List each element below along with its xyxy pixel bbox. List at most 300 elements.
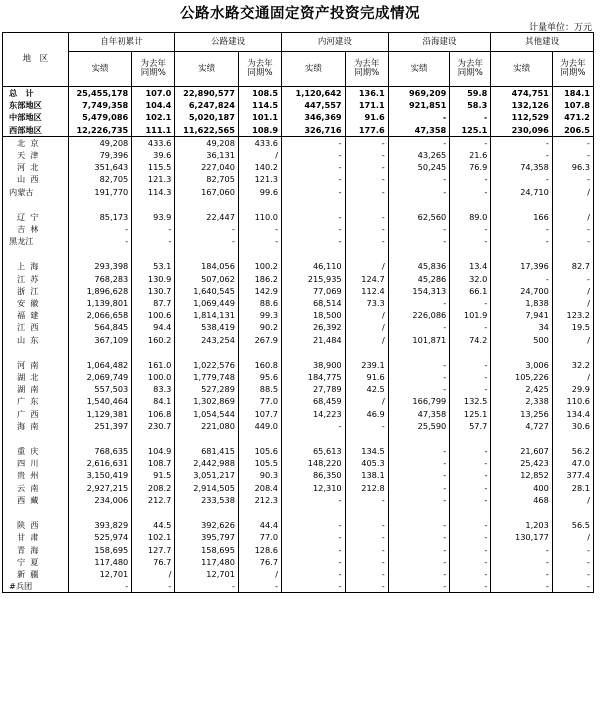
pct-cell: 88.5	[238, 383, 281, 395]
region-cell: 河南	[3, 359, 69, 371]
pct-cell: 105.6	[238, 445, 281, 457]
table-header	[3, 33, 594, 87]
actual-cell: 3,150,419	[68, 469, 132, 481]
pct-cell: /	[345, 334, 388, 346]
actual-cell: -	[388, 519, 450, 531]
actual-cell: 1,838	[491, 297, 553, 309]
actual-cell: 1,069,449	[175, 297, 239, 309]
pct-cell: -	[552, 235, 593, 247]
pct-cell	[132, 346, 175, 359]
actual-cell: 24,700	[491, 285, 553, 297]
pct-cell: -	[450, 544, 491, 556]
total-row	[3, 124, 594, 137]
pct-cell: 186.2	[238, 273, 281, 285]
pct-cell: 91.6	[345, 111, 388, 123]
pct-cell: -	[238, 235, 281, 247]
actual-cell: 3,006	[491, 359, 553, 371]
pct-cell	[132, 198, 175, 211]
pct-cell	[238, 346, 281, 359]
region-cell: 湖南	[3, 383, 69, 395]
actual-cell: 26,392	[282, 321, 346, 333]
pct-cell: 74.2	[450, 334, 491, 346]
actual-cell: 130,177	[491, 531, 553, 543]
pct-cell	[552, 506, 593, 519]
table-row	[3, 173, 594, 185]
subheader-pct	[552, 52, 593, 87]
pct-cell: 132.5	[450, 395, 491, 407]
region-cell: 浙江	[3, 285, 69, 297]
actual-cell: 25,423	[491, 457, 553, 469]
pct-cell: -	[345, 223, 388, 235]
pct-cell: -	[450, 457, 491, 469]
subheader-row	[3, 52, 594, 87]
table-row	[3, 285, 594, 297]
actual-cell: 77,069	[282, 285, 346, 297]
pct-cell: 82.7	[552, 260, 593, 272]
actual-cell: 346,369	[282, 111, 346, 123]
actual-cell: 1,129,381	[68, 408, 132, 420]
pct-cell: -	[345, 519, 388, 531]
actual-cell: -	[388, 556, 450, 568]
actual-cell: 1,540,464	[68, 395, 132, 407]
pct-cell: -	[345, 420, 388, 432]
pct-cell: 83.3	[132, 383, 175, 395]
actual-cell: -	[175, 235, 239, 247]
pct-cell: 130.9	[132, 273, 175, 285]
subheader-pct-line2: 同期%	[140, 68, 166, 78]
actual-cell: 18,500	[282, 309, 346, 321]
total-row	[3, 87, 594, 100]
pct-cell: -	[450, 186, 491, 198]
actual-cell: 14,223	[282, 408, 346, 420]
actual-cell: -	[388, 136, 450, 149]
actual-cell: 921,851	[388, 99, 450, 111]
actual-cell: -	[388, 531, 450, 543]
table-row	[3, 161, 594, 173]
actual-cell: 251,397	[68, 420, 132, 432]
pct-cell: 32.0	[450, 273, 491, 285]
pct-cell: -	[552, 544, 593, 556]
subheader-pct	[132, 52, 175, 87]
subheader-pct-line2: 同期%	[560, 68, 586, 78]
actual-cell: -	[491, 580, 553, 593]
actual-cell: 167,060	[175, 186, 239, 198]
actual-cell: 3,051,217	[175, 469, 239, 481]
subheader-pct	[345, 52, 388, 87]
pct-cell: 161.0	[132, 359, 175, 371]
pct-cell: 46.9	[345, 408, 388, 420]
pct-cell: /	[552, 211, 593, 223]
pct-cell: /	[238, 149, 281, 161]
pct-cell: 90.2	[238, 321, 281, 333]
pct-cell: -	[345, 568, 388, 580]
pct-cell: 89.0	[450, 211, 491, 223]
pct-cell: -	[132, 580, 175, 593]
group-header-inland: 内河建设	[282, 33, 389, 52]
region-cell: 吉林	[3, 223, 69, 235]
pct-cell: 102.1	[132, 531, 175, 543]
subheader-actual: 实绩	[388, 52, 450, 87]
actual-cell: 557,503	[68, 383, 132, 395]
pct-cell: -	[450, 531, 491, 543]
actual-cell: -	[68, 580, 132, 593]
pct-cell: -	[552, 580, 593, 593]
region-cell: 天津	[3, 149, 69, 161]
pct-cell: -	[238, 580, 281, 593]
actual-cell: -	[388, 297, 450, 309]
pct-cell: 108.7	[132, 457, 175, 469]
actual-cell: 507,062	[175, 273, 239, 285]
actual-cell: -	[491, 544, 553, 556]
pct-cell	[132, 247, 175, 260]
pct-cell: -	[450, 173, 491, 185]
actual-cell: 5,020,187	[175, 111, 239, 123]
pct-cell: 171.1	[345, 99, 388, 111]
actual-cell	[282, 247, 346, 260]
region-cell: 黑龙江	[3, 235, 69, 247]
pct-cell: 115.5	[132, 161, 175, 173]
actual-cell: 27,789	[282, 383, 346, 395]
pct-cell	[552, 346, 593, 359]
actual-cell: 85,173	[68, 211, 132, 223]
pct-cell: -	[450, 321, 491, 333]
pct-cell: -	[450, 111, 491, 123]
table-row	[3, 395, 594, 407]
total-row	[3, 99, 594, 111]
actual-cell: 154,313	[388, 285, 450, 297]
actual-cell: 82,705	[175, 173, 239, 185]
pct-cell: 433.6	[238, 136, 281, 149]
region-cell: 东部地区	[3, 99, 69, 111]
actual-cell: 158,695	[68, 544, 132, 556]
actual-cell: -	[282, 186, 346, 198]
actual-cell: 21,484	[282, 334, 346, 346]
region-cell	[3, 198, 69, 211]
actual-cell	[388, 506, 450, 519]
actual-cell: -	[68, 235, 132, 247]
pct-cell: 39.6	[132, 149, 175, 161]
actual-cell	[175, 247, 239, 260]
table-row	[3, 420, 594, 432]
pct-cell: 106.8	[132, 408, 175, 420]
actual-cell: -	[491, 568, 553, 580]
region-cell: 上海	[3, 260, 69, 272]
table-row	[3, 482, 594, 494]
actual-cell: 2,442,988	[175, 457, 239, 469]
table-row	[3, 186, 594, 198]
pct-cell: -	[345, 161, 388, 173]
actual-cell: 166,799	[388, 395, 450, 407]
pct-cell: 19.5	[552, 321, 593, 333]
actual-cell	[282, 432, 346, 445]
region-cell: 重庆	[3, 445, 69, 457]
actual-cell: 2,616,631	[68, 457, 132, 469]
actual-cell: 21,607	[491, 445, 553, 457]
actual-cell: -	[282, 235, 346, 247]
actual-cell: 230,096	[491, 124, 553, 137]
actual-cell: 25,455,178	[68, 87, 132, 100]
actual-cell: -	[175, 580, 239, 593]
region-cell: 江苏	[3, 273, 69, 285]
pct-cell: /	[552, 186, 593, 198]
actual-cell: -	[491, 223, 553, 235]
actual-cell: 2,338	[491, 395, 553, 407]
actual-cell: 768,283	[68, 273, 132, 285]
table-row	[3, 445, 594, 457]
pct-cell: 108.9	[238, 124, 281, 137]
subheader-actual: 实绩	[68, 52, 132, 87]
subheader-pct-line1: 为去年	[560, 59, 586, 70]
actual-cell: 184,775	[282, 371, 346, 383]
pct-cell: -	[345, 211, 388, 223]
pct-cell: 111.1	[132, 124, 175, 137]
actual-cell: 468	[491, 494, 553, 506]
region-cell: 河北	[3, 161, 69, 173]
actual-cell: 79,396	[68, 149, 132, 161]
actual-cell: 1,302,869	[175, 395, 239, 407]
pct-cell: 73.3	[345, 297, 388, 309]
actual-cell	[68, 198, 132, 211]
pct-cell: 77.0	[238, 531, 281, 543]
region-cell	[3, 247, 69, 260]
actual-cell: 112,529	[491, 111, 553, 123]
actual-cell: 166	[491, 211, 553, 223]
actual-cell: -	[282, 420, 346, 432]
actual-cell: 82,705	[68, 173, 132, 185]
group-header-other: 其他建设	[491, 33, 594, 52]
pct-cell: -	[450, 223, 491, 235]
pct-cell: 42.5	[345, 383, 388, 395]
pct-cell: 94.4	[132, 321, 175, 333]
pct-cell: -	[238, 223, 281, 235]
pct-cell: 128.6	[238, 544, 281, 556]
table-row	[3, 531, 594, 543]
pct-cell: /	[345, 321, 388, 333]
actual-cell: 68,459	[282, 395, 346, 407]
table-row	[3, 359, 594, 371]
spacer-row	[3, 247, 594, 260]
pct-cell: 44.5	[132, 519, 175, 531]
pct-cell: 127.7	[132, 544, 175, 556]
actual-cell: 49,208	[175, 136, 239, 149]
table-body	[3, 87, 594, 593]
actual-cell: 2,914,505	[175, 482, 239, 494]
actual-cell: 43,265	[388, 149, 450, 161]
region-cell: 湖北	[3, 371, 69, 383]
pct-cell: 100.6	[132, 309, 175, 321]
pct-cell: 93.9	[132, 211, 175, 223]
pct-cell	[238, 198, 281, 211]
actual-cell: 1,022,576	[175, 359, 239, 371]
region-cell	[3, 346, 69, 359]
group-header-highway: 公路建设	[175, 33, 282, 52]
pct-cell	[345, 432, 388, 445]
pct-cell: /	[238, 568, 281, 580]
table-row	[3, 223, 594, 235]
actual-cell	[491, 506, 553, 519]
pct-cell: 212.8	[345, 482, 388, 494]
actual-cell: -	[282, 556, 346, 568]
table-row	[3, 260, 594, 272]
actual-cell: 86,350	[282, 469, 346, 481]
actual-cell: 969,209	[388, 87, 450, 100]
pct-cell: -	[345, 531, 388, 543]
pct-cell: 138.1	[345, 469, 388, 481]
actual-cell: 393,829	[68, 519, 132, 531]
pct-cell: 121.3	[238, 173, 281, 185]
pct-cell: -	[552, 568, 593, 580]
subheader-pct-line2: 同期%	[457, 68, 483, 78]
pct-cell	[345, 247, 388, 260]
pct-cell: 107.8	[552, 99, 593, 111]
pct-cell: 76.9	[450, 161, 491, 173]
pct-cell: 76.7	[238, 556, 281, 568]
table-row	[3, 556, 594, 568]
actual-cell: 148,220	[282, 457, 346, 469]
pct-cell: -	[450, 556, 491, 568]
pct-cell: /	[345, 395, 388, 407]
actual-cell: 50,245	[388, 161, 450, 173]
actual-cell: 47,358	[388, 408, 450, 420]
region-cell: 青海	[3, 544, 69, 556]
actual-cell: 2,927,215	[68, 482, 132, 494]
actual-cell: 326,716	[282, 124, 346, 137]
pct-cell: -	[450, 371, 491, 383]
pct-cell: 184.1	[552, 87, 593, 100]
subheader-pct-line1: 为去年	[353, 59, 380, 70]
pct-cell	[238, 506, 281, 519]
pct-cell: 29.9	[552, 383, 593, 395]
actual-cell	[388, 346, 450, 359]
pct-cell: 90.3	[238, 469, 281, 481]
pct-cell: -	[345, 544, 388, 556]
pct-cell: 449.0	[238, 420, 281, 432]
actual-cell	[491, 346, 553, 359]
actual-cell: -	[388, 568, 450, 580]
pct-cell: -	[345, 186, 388, 198]
actual-cell: 12,701	[68, 568, 132, 580]
actual-cell: -	[282, 211, 346, 223]
pct-cell: 212.3	[238, 494, 281, 506]
pct-cell: 177.6	[345, 124, 388, 137]
pct-cell: -	[345, 173, 388, 185]
actual-cell: 7,941	[491, 309, 553, 321]
pct-cell: 110.0	[238, 211, 281, 223]
region-cell: 四川	[3, 457, 69, 469]
pct-cell: 88.6	[238, 297, 281, 309]
actual-cell: 538,419	[175, 321, 239, 333]
actual-cell: 158,695	[175, 544, 239, 556]
pct-cell: 47.0	[552, 457, 593, 469]
actual-cell: 62,560	[388, 211, 450, 223]
table-row	[3, 494, 594, 506]
actual-cell: 11,622,565	[175, 124, 239, 137]
actual-cell: -	[388, 371, 450, 383]
subheader-pct-line1: 为去年	[140, 59, 167, 70]
region-cell: 西藏	[3, 494, 69, 506]
pct-cell	[552, 198, 593, 211]
actual-cell: 2,069,749	[68, 371, 132, 383]
pct-cell	[238, 432, 281, 445]
pct-cell: 110.6	[552, 395, 593, 407]
pct-cell: 125.1	[450, 408, 491, 420]
group-header-coastal: 沿海建设	[388, 33, 491, 52]
actual-cell: 1,203	[491, 519, 553, 531]
actual-cell: 226,086	[388, 309, 450, 321]
actual-cell: -	[388, 359, 450, 371]
actual-cell: -	[282, 223, 346, 235]
pct-cell: /	[552, 297, 593, 309]
pct-cell: 206.5	[552, 124, 593, 137]
pct-cell	[132, 432, 175, 445]
pct-cell: 91.5	[132, 469, 175, 481]
actual-cell: 45,286	[388, 273, 450, 285]
actual-cell: 7,749,358	[68, 99, 132, 111]
actual-cell: 117,480	[68, 556, 132, 568]
actual-cell: 351,643	[68, 161, 132, 173]
region-cell: 贵州	[3, 469, 69, 481]
pct-cell: 405.3	[345, 457, 388, 469]
actual-cell: -	[388, 235, 450, 247]
actual-cell: 12,852	[491, 469, 553, 481]
pct-cell: /	[552, 334, 593, 346]
actual-cell: 234,006	[68, 494, 132, 506]
actual-cell: 47,358	[388, 124, 450, 137]
pct-cell: 101.1	[238, 111, 281, 123]
actual-cell: 1,779,748	[175, 371, 239, 383]
pct-cell: 108.5	[238, 87, 281, 100]
actual-cell: 768,635	[68, 445, 132, 457]
pct-cell: 121.3	[132, 173, 175, 185]
actual-cell	[68, 506, 132, 519]
pct-cell: 134.5	[345, 445, 388, 457]
pct-cell: -	[450, 297, 491, 309]
region-cell: 海南	[3, 420, 69, 432]
actual-cell: 45,836	[388, 260, 450, 272]
region-cell: #兵团	[3, 580, 69, 593]
actual-cell: 293,398	[68, 260, 132, 272]
actual-cell: -	[388, 457, 450, 469]
pct-cell: 123.2	[552, 309, 593, 321]
pct-cell: 101.9	[450, 309, 491, 321]
actual-cell: 2,425	[491, 383, 553, 395]
pct-cell: /	[552, 285, 593, 297]
pct-cell: -	[450, 136, 491, 149]
actual-cell: 221,080	[175, 420, 239, 432]
actual-cell: 564,845	[68, 321, 132, 333]
actual-cell: 22,447	[175, 211, 239, 223]
actual-cell: -	[282, 173, 346, 185]
actual-cell: 1,139,801	[68, 297, 132, 309]
region-cell: 内蒙古	[3, 186, 69, 198]
pct-cell: 104.9	[132, 445, 175, 457]
table-row	[3, 469, 594, 481]
pct-cell: 57.7	[450, 420, 491, 432]
actual-cell: -	[388, 321, 450, 333]
pct-cell: 95.6	[238, 371, 281, 383]
pct-cell: /	[552, 371, 593, 383]
actual-cell: -	[491, 136, 553, 149]
subheader-actual: 实绩	[175, 52, 239, 87]
pct-cell: /	[552, 531, 593, 543]
pct-cell	[450, 247, 491, 260]
region-cell: 北京	[3, 136, 69, 149]
actual-cell: -	[68, 223, 132, 235]
pct-cell: /	[132, 568, 175, 580]
actual-cell	[175, 506, 239, 519]
group-header-cumulative: 自年初累计	[68, 33, 175, 52]
table-row	[3, 211, 594, 223]
